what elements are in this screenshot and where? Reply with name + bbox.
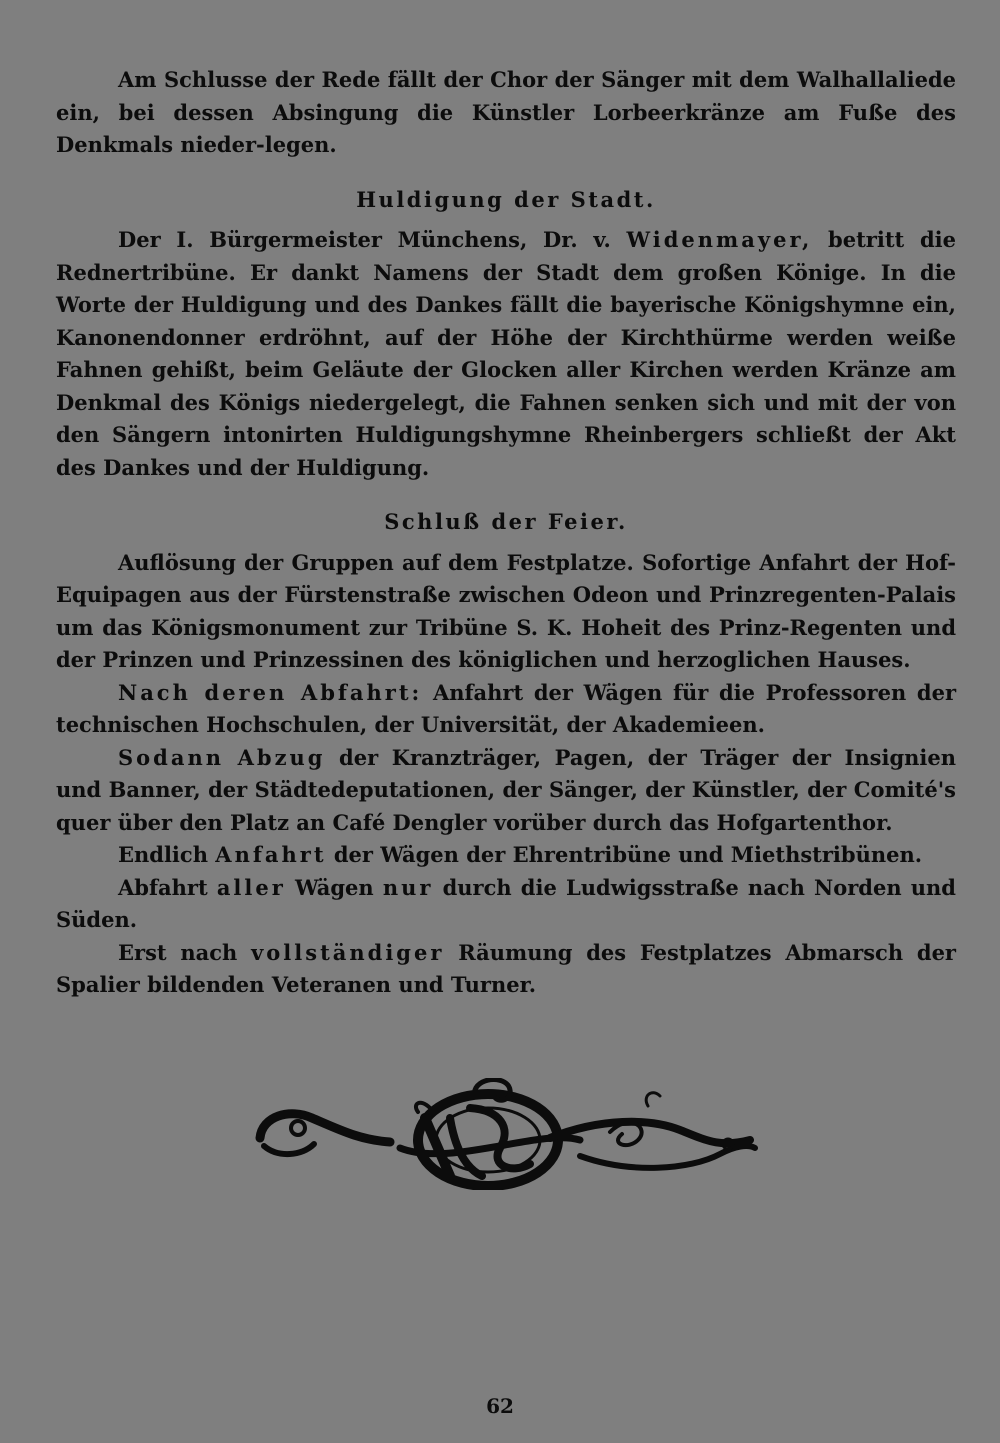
closing-speech-paragraph: Am Schlusse der Rede fällt der Chor der Sänger mit dem Walhallaliede ein, bei dessen Absingung die Künstler Lorbeerkränze am Fuße des Denkmals nieder-legen.: [56, 67, 956, 157]
final-arrival-text: der Wägen der Ehrentribüne und Miethstribünen.: [326, 842, 923, 867]
clearance-start: Erst nach: [118, 939, 252, 965]
dissolution-paragraph: Auflösung der Gruppen auf dem Festplatze. Sofortige Anfahrt der Hof-Equipagen aus der Fürstenstraße zwischen Odeon und Prinzregenten-Palais um das Königsmonument zur Tribüne S. K. Hoheit des Prinz-Regenten und der Prinzen und Prinzessinen des königlichen und herzoglichen Hauses.: [56, 549, 956, 672]
exit-route-emphasis-1: aller: [216, 874, 286, 900]
departure-emphasis: Nach deren Abfahrt:: [118, 679, 423, 705]
departure-paragraph: [56, 677, 956, 742]
exit-route-emphasis-2: nur: [382, 874, 434, 900]
huldigung-text-rest: betritt die Rednertribüne. Er dankt Namens der Stadt dem großen Könige. In die Worte der Huldigung und des Dankes fällt die bayerische Königshymne ein, Kanonendonner erdröhnt, auf der Höhe der Kirchthürme werden weiße Fahnen gehißt, beim Geläute der Glocken aller Kirchen werden Kränze am Denkmal des Königs niedergelegt, die Fahnen senken sich und mit der von den Sängern intonirten Huldigungshymne Rheinbergers schließt der Akt des Dankes und der Huldigung.: [56, 227, 956, 480]
withdrawal-emphasis-2: Abzug: [237, 744, 326, 770]
section-heading-huldigung: Huldigung der Stadt.: [356, 186, 656, 212]
withdrawal-text: der Kranzträger, Pagen, der Träger der Insignien und Banner, der Städtedeputationen, der Sänger, der Künstler, der Comité's quer über den Platz an Café Dengler vorüber durch das Hofgartenthor.: [56, 744, 957, 835]
mayor-name: Widenmayer,: [626, 227, 813, 252]
exit-route-paragraph: [56, 872, 956, 937]
withdrawal-emphasis-1: Sodann: [118, 744, 224, 770]
final-arrival-emphasis: Anfahrt: [215, 842, 327, 867]
page-number: 62: [486, 1394, 514, 1418]
withdrawal-paragraph: [56, 742, 956, 840]
clearance-emphasis: vollständiger: [251, 939, 445, 965]
exit-route-mid: Wägen: [285, 874, 383, 900]
huldigung-text-start: Der I. Bürgermeister Münchens, Dr. v.: [118, 227, 627, 252]
decorative-monogram-ornament-icon: [250, 1078, 760, 1190]
exit-route-start: Abfahrt: [118, 874, 217, 900]
text-column: [56, 64, 956, 1002]
clearance-text: Räumung des Festplatzes Abmarsch der Spalier bildenden Veteranen und Turner.: [56, 939, 956, 997]
section-heading-schluss: Schluß der Feier.: [384, 509, 628, 534]
departure-text: Anfahrt der Wägen für die Professoren der technischen Hochschulen, der Universität, der Akademieen.: [56, 679, 957, 737]
exit-route-text: durch die Ludwigsstraße nach Norden und Süden.: [56, 874, 956, 932]
final-arrival-paragraph: [56, 839, 956, 872]
final-arrival-start: Endlich: [118, 842, 216, 867]
clearance-paragraph: [56, 937, 956, 1002]
huldigung-paragraph: [56, 224, 956, 484]
